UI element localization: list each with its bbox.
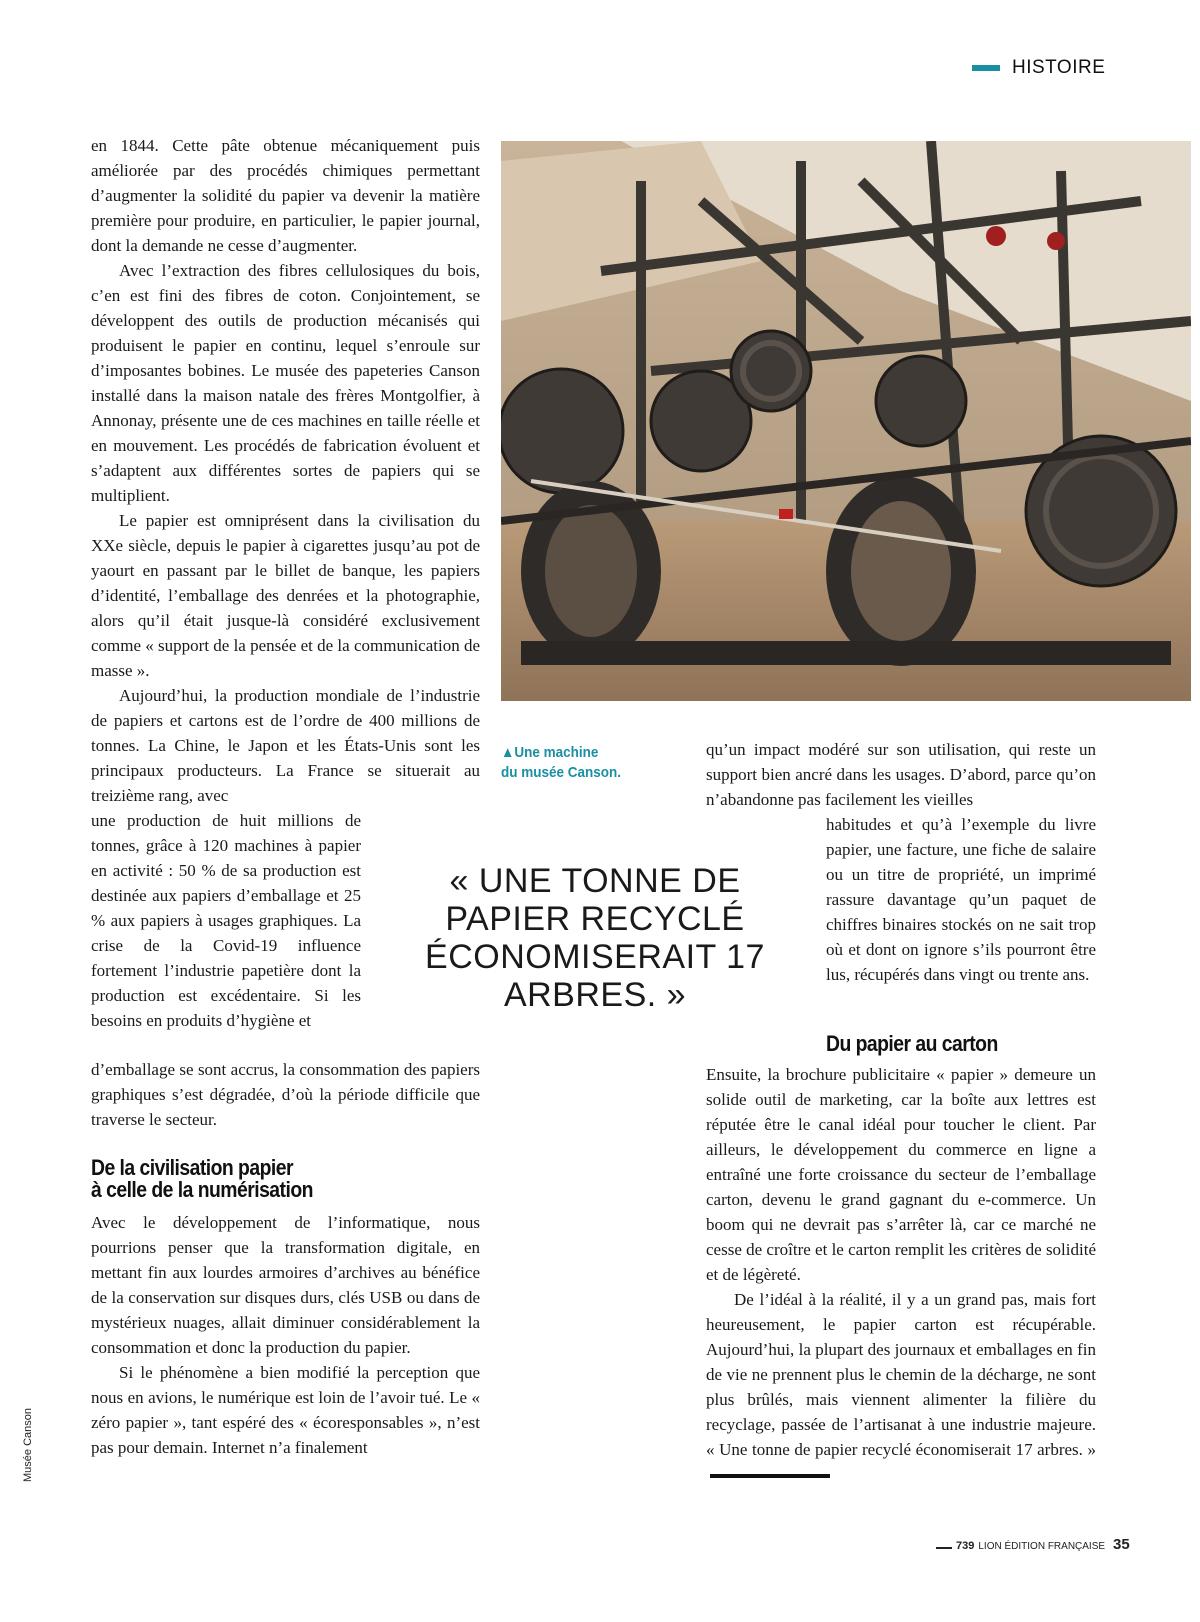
subheading-left: [91, 1157, 511, 1201]
end-of-article-rule: [710, 1474, 830, 1478]
paragraph: Avec le développement de l’informatique, nous pourrions penser que la transformation digitale, en mettant fin aux lourdes armoires d’archives au bénéfice de la conservation sur disques durs, clés USB ou dans de mystérieux nuages, allait diminuer considérablement la consommation et donc la production du papier.: [91, 1213, 480, 1357]
issue-number: 739: [956, 1540, 975, 1552]
caption-line: du musée Canson.: [501, 764, 622, 781]
section-accent-bar: [972, 65, 1000, 71]
paragraph: Si le phénomène a bien modifié la perception que nous en avions, le numérique est loin de l’avoir tué. Le « zéro papier », tant espéré des « écoresponsables », n’est pas pour demain. Internet n’a finalement: [91, 1363, 480, 1457]
subheading-right: [826, 1033, 1126, 1055]
left-column-block-1: [91, 133, 480, 808]
footer-dash: [936, 1547, 952, 1549]
paper-machine-photo: [501, 141, 1191, 701]
section-header: [972, 57, 1105, 79]
left-column-narrow-block: [91, 808, 361, 1033]
right-column-block-1: [706, 737, 1096, 812]
page-footer: [936, 1536, 1130, 1553]
paragraph: en 1844. Cette pâte obtenue mécaniquement puis améliorée par des procédés chimiques permettant d’augmenter la solidité du papier va devenir la matière première pour produire, en particulier, le papier journal, dont la demande ne cesse d’augmenter.: [91, 136, 480, 255]
paragraph: d’emballage se sont accrus, la consommation des papiers graphiques s’est dégradée, d’où la période difficile que traverse le secteur.: [91, 1060, 480, 1129]
page-number: 35: [1113, 1536, 1130, 1553]
paragraph-with-end-mark: [706, 1287, 1096, 1487]
right-column-block-2: [706, 1062, 1096, 1487]
paragraph: Avec l’extraction des fibres cellulosiques du bois, c’en est fini des fibres de coton. Conjointement, se développent des outils de production mécanisés qui produisent le papier en continu, lequel s’enroule sur d’imposantes bobines. Le musée des papeteries Canson installé dans la maison natale des frères Montgolfier, à Annonay, présente une de ces machines en taille réelle et en mouvement. Les procédés de fabrication évoluent et s’adaptent aux différentes sortes de papiers qui se multiplient.: [91, 261, 480, 505]
photo-credit: Musée Canson: [22, 1408, 34, 1482]
publication-name: LION ÉDITION FRANÇAISE: [978, 1541, 1106, 1552]
caption-line: Une machine: [514, 744, 599, 761]
paragraph: Ensuite, la brochure publicitaire « papier » demeure un solide outil de marketing, car la boîte aux lettres est réputée être le canal idéal pour toucher le client. Par ailleurs, le développement du commerce en ligne a entraîné une forte croissance du secteur de l’emballage carton, devenu le grand gagnant du e-commerce. Un boom qui ne devrait pas s’arrêter là, car ce marché ne cesse de croître et le carton remplit les critères de solidité et de légèreté.: [706, 1065, 1096, 1284]
left-column-block-3: [91, 1210, 480, 1460]
photo-caption: [501, 743, 621, 783]
pull-quote: « UNE TONNE DE PAPIER RECYCLÉ ÉCONOMISERAIT 17 ARBRES. »: [425, 862, 765, 1014]
caption-arrow-icon: ▲: [501, 744, 515, 761]
paragraph: qu’un impact modéré sur son utilisation, qui reste un support bien ancré dans les usages. D’abord, parce qu’on n’abandonne pas facilement les vieilles: [706, 740, 1096, 809]
section-label: HISTOIRE: [1012, 57, 1106, 78]
paragraph: De l’idéal à la réalité, il y a un grand pas, mais fort heureusement, le papier carton est récupérable. Aujourd’hui, la plupart des journaux et emballages en fin de vie ne prennent plus le chemin de la décharge, ne sont plus brûlés, mais viennent alimenter la filière du recyclage, passée de l’artisanat à une industrie majeure. « Une tonne de papier recyclé économiserait 17 arbres. »: [706, 1290, 1096, 1459]
subheading-line: Du papier au carton: [826, 1031, 998, 1056]
paragraph: Aujourd’hui, la production mondiale de l’industrie de papiers et cartons est de l’ordre de 400 millions de tonnes. La Chine, le Japon et les États-Unis sont les principaux producteurs. La France se situerait au treizième rang, avec: [91, 686, 480, 805]
right-column-narrow-block: [826, 812, 1096, 987]
paragraph: une production de huit millions de tonnes, grâce à 120 machines à papier en activité : 50 % de sa production est destinée aux papiers d’emballage et 25 % aux papiers à usages graphiques. La crise de la Covid-19 influence fortement l’industrie papetière dont la production est excédentaire. Si les besoins en produits d’hygiène et: [91, 811, 361, 1030]
paper-machine-illustration: [501, 141, 1191, 701]
paragraph: Le papier est omniprésent dans la civilisation du XXe siècle, depuis le papier à cigarettes jusqu’au pot de yaourt en passant par le billet de banque, les papiers d’identité, l’emballage des denrées et la photographie, alors qu’il était jusque-là considéré exclusivement comme « support de la pensée et de la communication de masse ».: [91, 511, 480, 680]
left-column-block-2: [91, 1057, 480, 1132]
subheading-line: à celle de la numérisation: [91, 1177, 313, 1202]
paragraph: habitudes et qu’à l’exemple du livre papier, une facture, une fiche de salaire ou un titre de propriété, un imprimé rassure davantage qu’un paquet de chiffres binaires stockés on ne sait trop où et dont on ignore s’ils pourront être lus, récupérés dans vingt ou trente ans.: [826, 815, 1096, 984]
subheading-line: De la civilisation papier: [91, 1155, 294, 1180]
